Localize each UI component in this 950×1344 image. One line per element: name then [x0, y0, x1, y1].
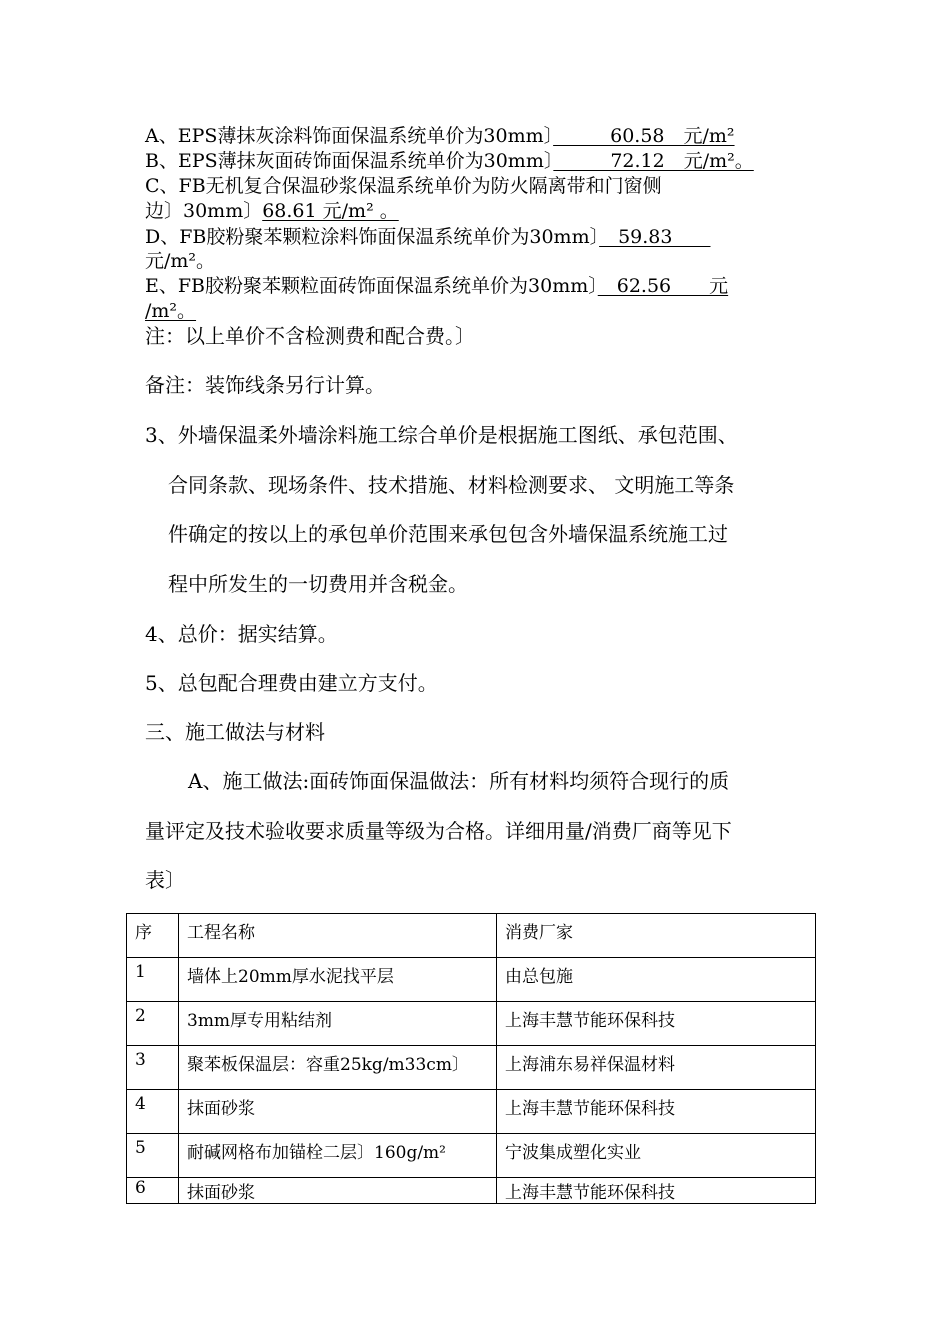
price-value: 72.12 元/m²。	[553, 150, 754, 172]
method-line3: 表〕	[145, 868, 185, 892]
table-cell: 上海丰慧节能环保科技	[497, 1090, 816, 1134]
price-line-b	[145, 149, 754, 173]
price-line-d	[145, 225, 711, 249]
price-value: 62.56 元	[597, 275, 729, 297]
header-cell: 消费厂家	[497, 914, 816, 958]
price-label: A、EPS薄抹灰涂料饰面保温系统单价为30mm〕	[145, 125, 554, 147]
table-cell: 6	[127, 1178, 179, 1204]
table-cell: 抹面砂浆	[179, 1090, 497, 1134]
table-cell: 4	[127, 1090, 179, 1134]
price-label: E、FB胶粉聚苯颗粒面砖饰面保温系统单价为30mm〕	[145, 275, 598, 297]
item3-line1: 3、外墙保温柔外墙涂料施工综合单价是根据施工图纸、承包范围、	[145, 423, 738, 447]
table-cell: 3	[127, 1046, 179, 1090]
table-row	[127, 1090, 816, 1134]
table-header-row	[127, 914, 816, 958]
price-line-d-unit	[145, 249, 215, 273]
table-cell: 上海丰慧节能环保科技	[497, 1178, 816, 1204]
price-line-e-unit	[145, 299, 196, 323]
price-line-e	[145, 274, 728, 298]
table-cell: 墙体上20mm厚水泥找平层	[179, 958, 497, 1002]
remark-line: 备注：装饰线条另行计算。	[145, 373, 385, 397]
table-row	[127, 1134, 816, 1178]
price-line-a	[145, 124, 735, 148]
method-line1: A、施工做法:面砖饰面保温做法：所有材料均须符合现行的质	[188, 769, 730, 793]
price-value: 60.58 元/m²	[553, 125, 735, 147]
price-value: 59.83	[599, 226, 711, 248]
method-line2: 量评定及技术验收要求质量等级为合格。详细用量/消费厂商等见下	[145, 819, 732, 843]
materials-table	[126, 913, 816, 1204]
price-label: C、FB无机复合保温砂浆保温系统单价为防火隔离带和门窗侧	[145, 175, 662, 197]
table-cell: 宁波集成塑化实业	[497, 1134, 816, 1178]
table-row	[127, 1046, 816, 1090]
table-cell: 上海丰慧节能环保科技	[497, 1002, 816, 1046]
item3-line2: 合同条款、现场条件、技术措施、材料检测要求、 文明施工等条	[168, 473, 735, 497]
price-label: B、EPS薄抹灰面砖饰面保温系统单价为30mm〕	[145, 150, 554, 172]
table-cell: 聚苯板保温层：容重25kg/m33cm〕	[179, 1046, 497, 1090]
table-cell: 5	[127, 1134, 179, 1178]
table-row	[127, 1002, 816, 1046]
price-unit: 元/m²。	[145, 250, 216, 272]
price-label: D、FB胶粉聚苯颗粒涂料饰面保温系统单价为30mm〕	[145, 226, 600, 248]
note-line: 注：以上单价不含检测费和配合费。〕	[145, 324, 475, 348]
header-cell: 序	[127, 914, 179, 958]
price-line-c	[145, 174, 662, 198]
price-line-c-cont	[145, 199, 399, 223]
item3-line4: 程中所发生的一切费用并含税金。	[168, 572, 468, 596]
table-row	[127, 1178, 816, 1204]
item5-line: 5、总包配合理费由建立方支付。	[145, 671, 438, 695]
table-cell: 抹面砂浆	[179, 1178, 497, 1204]
table-cell: 2	[127, 1002, 179, 1046]
item3-line3: 件确定的按以上的承包单价范围来承包包含外墙保温系统施工过	[168, 522, 728, 546]
item4-line: 4、总价：据实结算。	[145, 622, 338, 646]
header-cell: 工程名称	[179, 914, 497, 958]
price-label-cont: 边〕30mm〕	[145, 200, 263, 222]
table-row	[127, 958, 816, 1002]
price-value: 68.61 元/m² 。	[262, 200, 399, 222]
table-cell: 耐碱网格布加锚栓二层〕160g/m²	[179, 1134, 497, 1178]
table-cell: 由总包施	[497, 958, 816, 1002]
table-cell: 1	[127, 958, 179, 1002]
section-heading: 三、施工做法与材料	[145, 720, 325, 744]
table-cell: 上海浦东易祥保温材料	[497, 1046, 816, 1090]
table-cell: 3mm厚专用粘结剂	[179, 1002, 497, 1046]
price-unit: /m²。	[145, 300, 197, 322]
